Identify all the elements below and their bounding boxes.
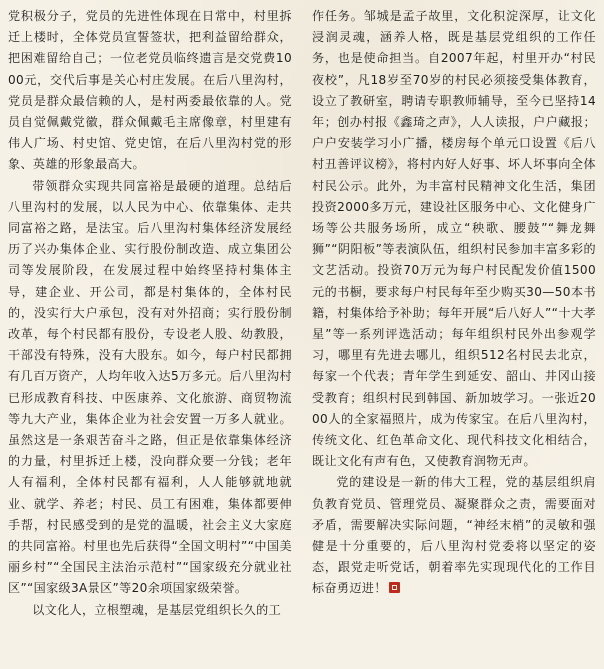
article-columns: [8, 6, 596, 621]
left-column: [8, 6, 292, 621]
end-mark-icon: [389, 582, 400, 593]
paragraph-conclusion: [312, 472, 596, 599]
paragraph-common-prosperity: 带领群众实现共同富裕是最硬的道理。总结后八里沟村的发展，以人民为中心、依靠集体、走共同富裕之路，是法宝。后八里沟村集体经济发展经历了兴办集体企业、实行股份制改造、成立集团公司等发展阶段，在发展过程中始终坚持村集体主导，建企业、开公司，都是村集体的，全体村民的，没实行大户承包，没有对外招商；实行股份制改革，每个村民都有股份，专设老人股、幼教股，干部没有特殊，没有大股东。如今，每户村民都拥有几百万资产，人均年收入达5万多元。后八里沟村已形成教育科技、中医康养、文化旅游、商贸物流等九大产业，集体企业为社会安置一万多人就业。虽然这是一条艰苦奋斗之路，但正是依靠集体经济的力量，村里拆迁上楼，没向群众要一分钱；老年人有福利，全体村民都有福利，人人能够就地就业、就学、养老；村民、员工有困难，集体都要伸手帮，村民感受到的是党的温暖，社会主义大家庭的共同富裕。村里也先后获得“全国文明村”“中国美丽乡村”“全国民主法治示范村”“国家级充分就业社区”“国家级3A景区”等20余项国家级荣誉。: [8, 178, 292, 596]
conclusion-text: 党的建设是一新的伟大工程，党的基层组织肩负教育党员、管理党员、凝聚群众之责，需要面对矛盾，需要解决实际问题，“神经末梢”的灵敏和强健是十分重要的，后八里沟村党委将以坚定的姿态，跟党走听党话，朝着率先实现现代化的工作目标奋勇迈进！: [312, 475, 596, 596]
paragraph-party-members: 党积极分子，党员的先进性体现在日常中，村里拆迁上楼时，全体党员宣誓签状，把利益留给群众，把困难留给自己；一位老党员临终遗言是交党费1000元，交代后事是关心村庄发展。在后八里沟村，党员是群众最信赖的人，是村两委最依靠的人。党员自觉佩戴党徽，群众佩戴毛主席像章，村里建有伟人广场、村史馆、党史馆，在后八里沟村党的形象、英雄的形象最高大。: [8, 9, 292, 172]
paragraph-culture-continued: 作任务。邹城是孟子故里，文化积淀深厚，让文化浸润灵魂，涵养人格，既是基层党组织的工作任务，也是使命担当。自2007年起，村里开办“村民夜校”，凡18岁至70岁的村民必须接受集体教育，设立了教研室，聘请专职教师辅导，至今已坚持14年；创办村报《鑫琦之声》，人人读报，户户藏报；户户安装学习小广播，楼房每个单元口设置《后八村丑善评议榜》，将村内好人好事、坏人坏事向全体村民公示。此外，为丰富村民精神文化生活，集团投资2000多万元，建设社区服务中心、文化健身广场等公共服务场所，成立“秧歌、腰鼓”“舞龙舞狮”“阴阳板”等表演队伍，组织村民参加丰富多彩的文艺活动。投资70万元为每户村民配发价值1500元的书橱，要求每户村民每年至少购买30—50本书籍，村集体给予补助；每年开展“后八好人”“十大孝星”等一系列评选活动；每年组织村民外出参观学习，哪里有先进去哪儿，组织512名村民去北京，每家一个代表；青年学生到延安、韶山、井冈山接受教育；组织村民到韩国、新加坡学习。一张近2000人的全家福照片，成为传家宝。在后八里沟村，传统文化、红色革命文化、现代科技文化相结合，既让文化有声有色，又使教育润物无声。: [312, 9, 596, 469]
paragraph-culture-start: 以文化人，立根塑魂，是基层党组织长久的工: [32, 602, 282, 617]
right-column: [312, 6, 596, 621]
